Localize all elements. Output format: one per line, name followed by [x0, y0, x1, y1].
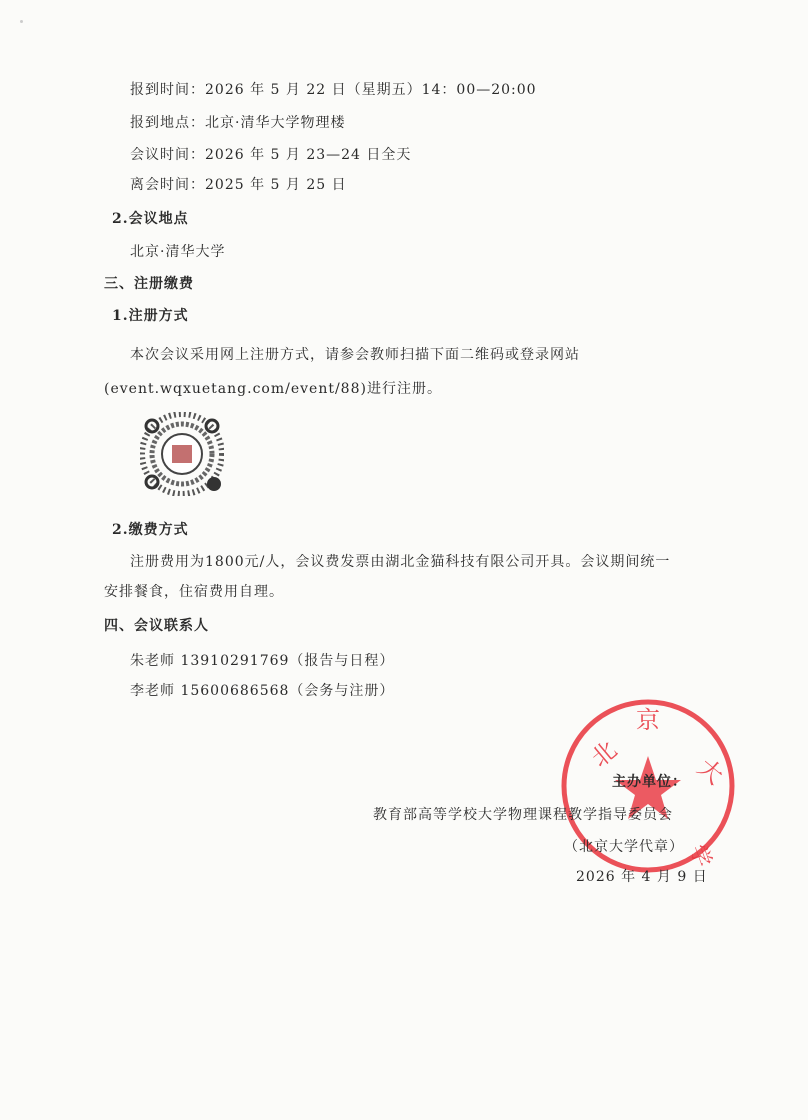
svg-text:北: 北 [585, 735, 623, 773]
scan-speck [20, 20, 23, 23]
checkin-time: 报到时间：2026 年 5 月 22 日（星期五）14：00—20:00 [130, 82, 537, 98]
svg-text:学: 学 [684, 841, 716, 871]
registration-qr-code[interactable] [140, 412, 224, 496]
seal-note: （北京大学代章） [564, 839, 684, 855]
fee-text: 注册费用为1800元/人，会议费发票由湖北金猫科技有限公司开具。会议期间统一 [130, 554, 671, 570]
organizer-name: 教育部高等学校大学物理课程教学指导委员会 [373, 807, 673, 823]
checkin-place: 报到地点：北京·清华大学物理楼 [130, 115, 346, 131]
svg-text:京: 京 [636, 706, 660, 734]
venue-place: 北京·清华大学 [130, 244, 226, 260]
contact-item: 朱老师 13910291769（报告与日程） [130, 653, 395, 669]
contact-item: 李老师 15600686568（会务与注册） [130, 683, 395, 699]
registration-method-heading: 1.注册方式 [112, 308, 189, 324]
svg-text:大: 大 [692, 753, 729, 791]
leave-time: 离会时间：2025 年 5 月 25 日 [130, 177, 347, 193]
signature-date: 2026 年 4 月 9 日 [576, 869, 708, 885]
venue-heading: 2.会议地点 [112, 211, 189, 227]
registration-method-text: 本次会议采用网上注册方式，请参会教师扫描下面二维码或登录网站 [130, 347, 580, 363]
fee-heading: 2.缴费方式 [112, 522, 189, 538]
registration-section-heading: 三、注册缴费 [104, 276, 194, 292]
registration-url-text: (event.wqxuetang.com/event/88)进行注册。 [104, 381, 442, 397]
meeting-time: 会议时间：2026 年 5 月 23—24 日全天 [130, 147, 412, 163]
contacts-heading: 四、会议联系人 [104, 618, 209, 634]
fee-text-continued: 安排餐食，住宿费用自理。 [104, 584, 284, 600]
organizer-label: 主办单位： [612, 774, 687, 790]
